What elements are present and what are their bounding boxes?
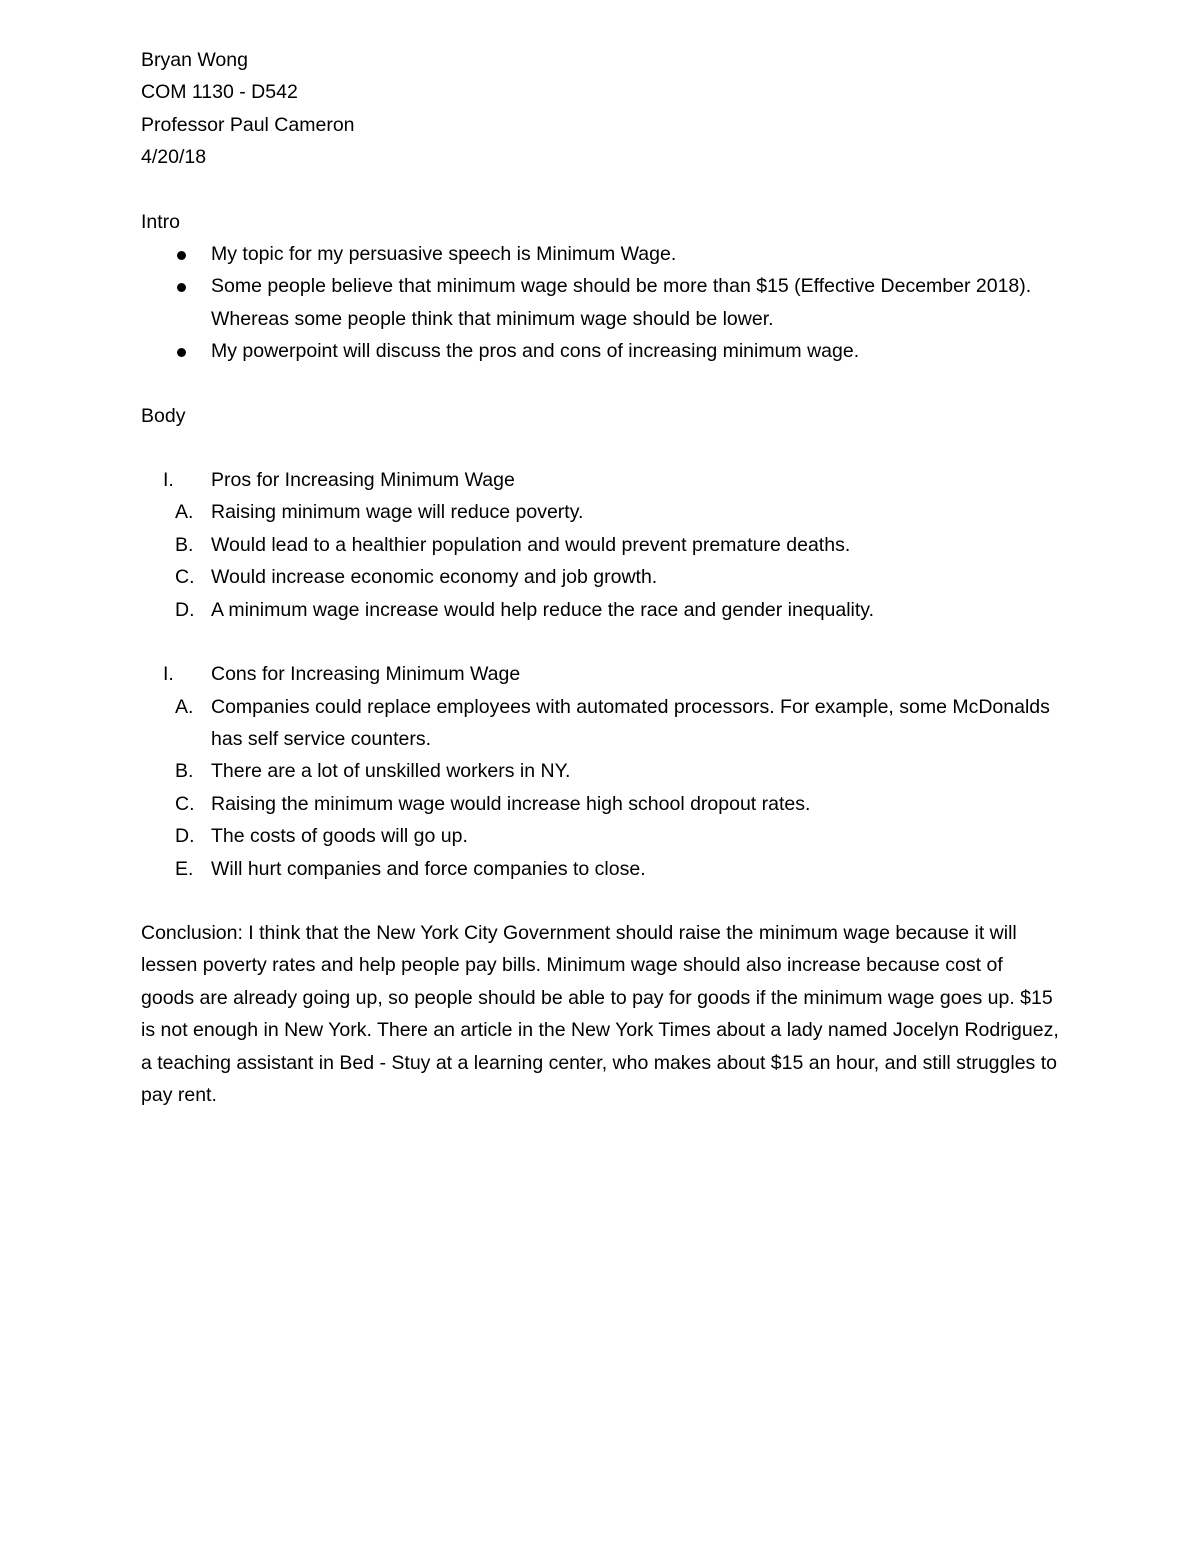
roman-numeral: I.: [163, 663, 174, 686]
list-item: [141, 335, 1071, 367]
intro-heading: Intro: [141, 210, 181, 233]
body-section: [141, 400, 1071, 885]
outline-text: Will hurt companies and force companies to close.: [211, 857, 646, 880]
outline-letter: B.: [175, 533, 194, 556]
header-block: [141, 44, 1071, 174]
outline-text: Companies could replace employees with automated processors. For example, some McDonalds has self service counters.: [211, 695, 1050, 750]
outline-text: A minimum wage increase would help reduce the race and gender inequality.: [211, 598, 875, 621]
cons-outline: [141, 658, 1071, 885]
bullet-icon: [177, 283, 186, 292]
outline-letter: C.: [175, 792, 195, 815]
list-item: [141, 820, 1071, 852]
body-heading: Body: [141, 404, 186, 427]
roman-numeral: I.: [163, 469, 174, 492]
list-item: [141, 691, 1071, 756]
outline-heading-cons: [141, 658, 1071, 690]
outline-letter: D.: [175, 825, 195, 848]
outline-text: Would lead to a healthier population and would prevent premature deaths.: [211, 533, 851, 556]
outline-letter: B.: [175, 760, 194, 783]
list-item: [141, 788, 1071, 820]
list-item: [141, 755, 1071, 787]
outline-letter: A.: [175, 695, 194, 718]
document-date: 4/20/18: [141, 146, 207, 169]
document-page: [141, 44, 1071, 1111]
list-item: [141, 238, 1071, 270]
intro-section: [141, 206, 1071, 368]
outline-letter: D.: [175, 598, 195, 621]
outline-title: Pros for Increasing Minimum Wage: [211, 469, 515, 492]
bullet-icon: [177, 348, 186, 357]
outline-heading-pros: [141, 464, 1071, 496]
conclusion-paragraph: Conclusion: I think that the New York City Government should raise the minimum wage because it will lessen poverty rates and help people pay bills. Minimum wage should also increase because cost of goods are already going up, so people should be able to pay for goods if the minimum wage goes up. $15 is not enough in New York. There an article in the New York Times about a lady named Jocelyn Rodriguez, a teaching assistant in Bed - Stuy at a learning center, who makes about $15 an hour, and still struggles to pay rent.: [141, 921, 1059, 1106]
outline-letter: C.: [175, 566, 195, 589]
author-name: Bryan Wong: [141, 49, 248, 71]
bullet-text: Some people believe that minimum wage should be more than $15 (Effective December 2018). Whereas some people think that minimum wage should be lower.: [211, 275, 1032, 330]
outline-text: Raising minimum wage will reduce poverty.: [211, 501, 584, 524]
professor-name: Professor Paul Cameron: [141, 113, 355, 136]
list-item: [141, 561, 1071, 593]
intro-bullet-list: [141, 238, 1071, 368]
outline-letter: A.: [175, 501, 194, 524]
pros-outline: [141, 464, 1071, 626]
outline-text: The costs of goods will go up.: [211, 825, 468, 848]
list-item: [141, 853, 1071, 885]
outline-letter: E.: [175, 857, 194, 880]
course-code: COM 1130 - D542: [141, 81, 298, 104]
bullet-text: My topic for my persuasive speech is Minimum Wage.: [211, 243, 677, 266]
list-item: [141, 496, 1071, 528]
list-item: [141, 270, 1071, 335]
list-item: [141, 529, 1071, 561]
list-item: [141, 594, 1071, 626]
bullet-text: My powerpoint will discuss the pros and cons of increasing minimum wage.: [211, 340, 860, 363]
outline-text: Would increase economic economy and job growth.: [211, 566, 658, 589]
outline-text: There are a lot of unskilled workers in NY.: [211, 760, 571, 783]
outline-text: Raising the minimum wage would increase high school dropout rates.: [211, 792, 811, 815]
outline-title: Cons for Increasing Minimum Wage: [211, 663, 521, 686]
bullet-icon: [177, 251, 186, 260]
